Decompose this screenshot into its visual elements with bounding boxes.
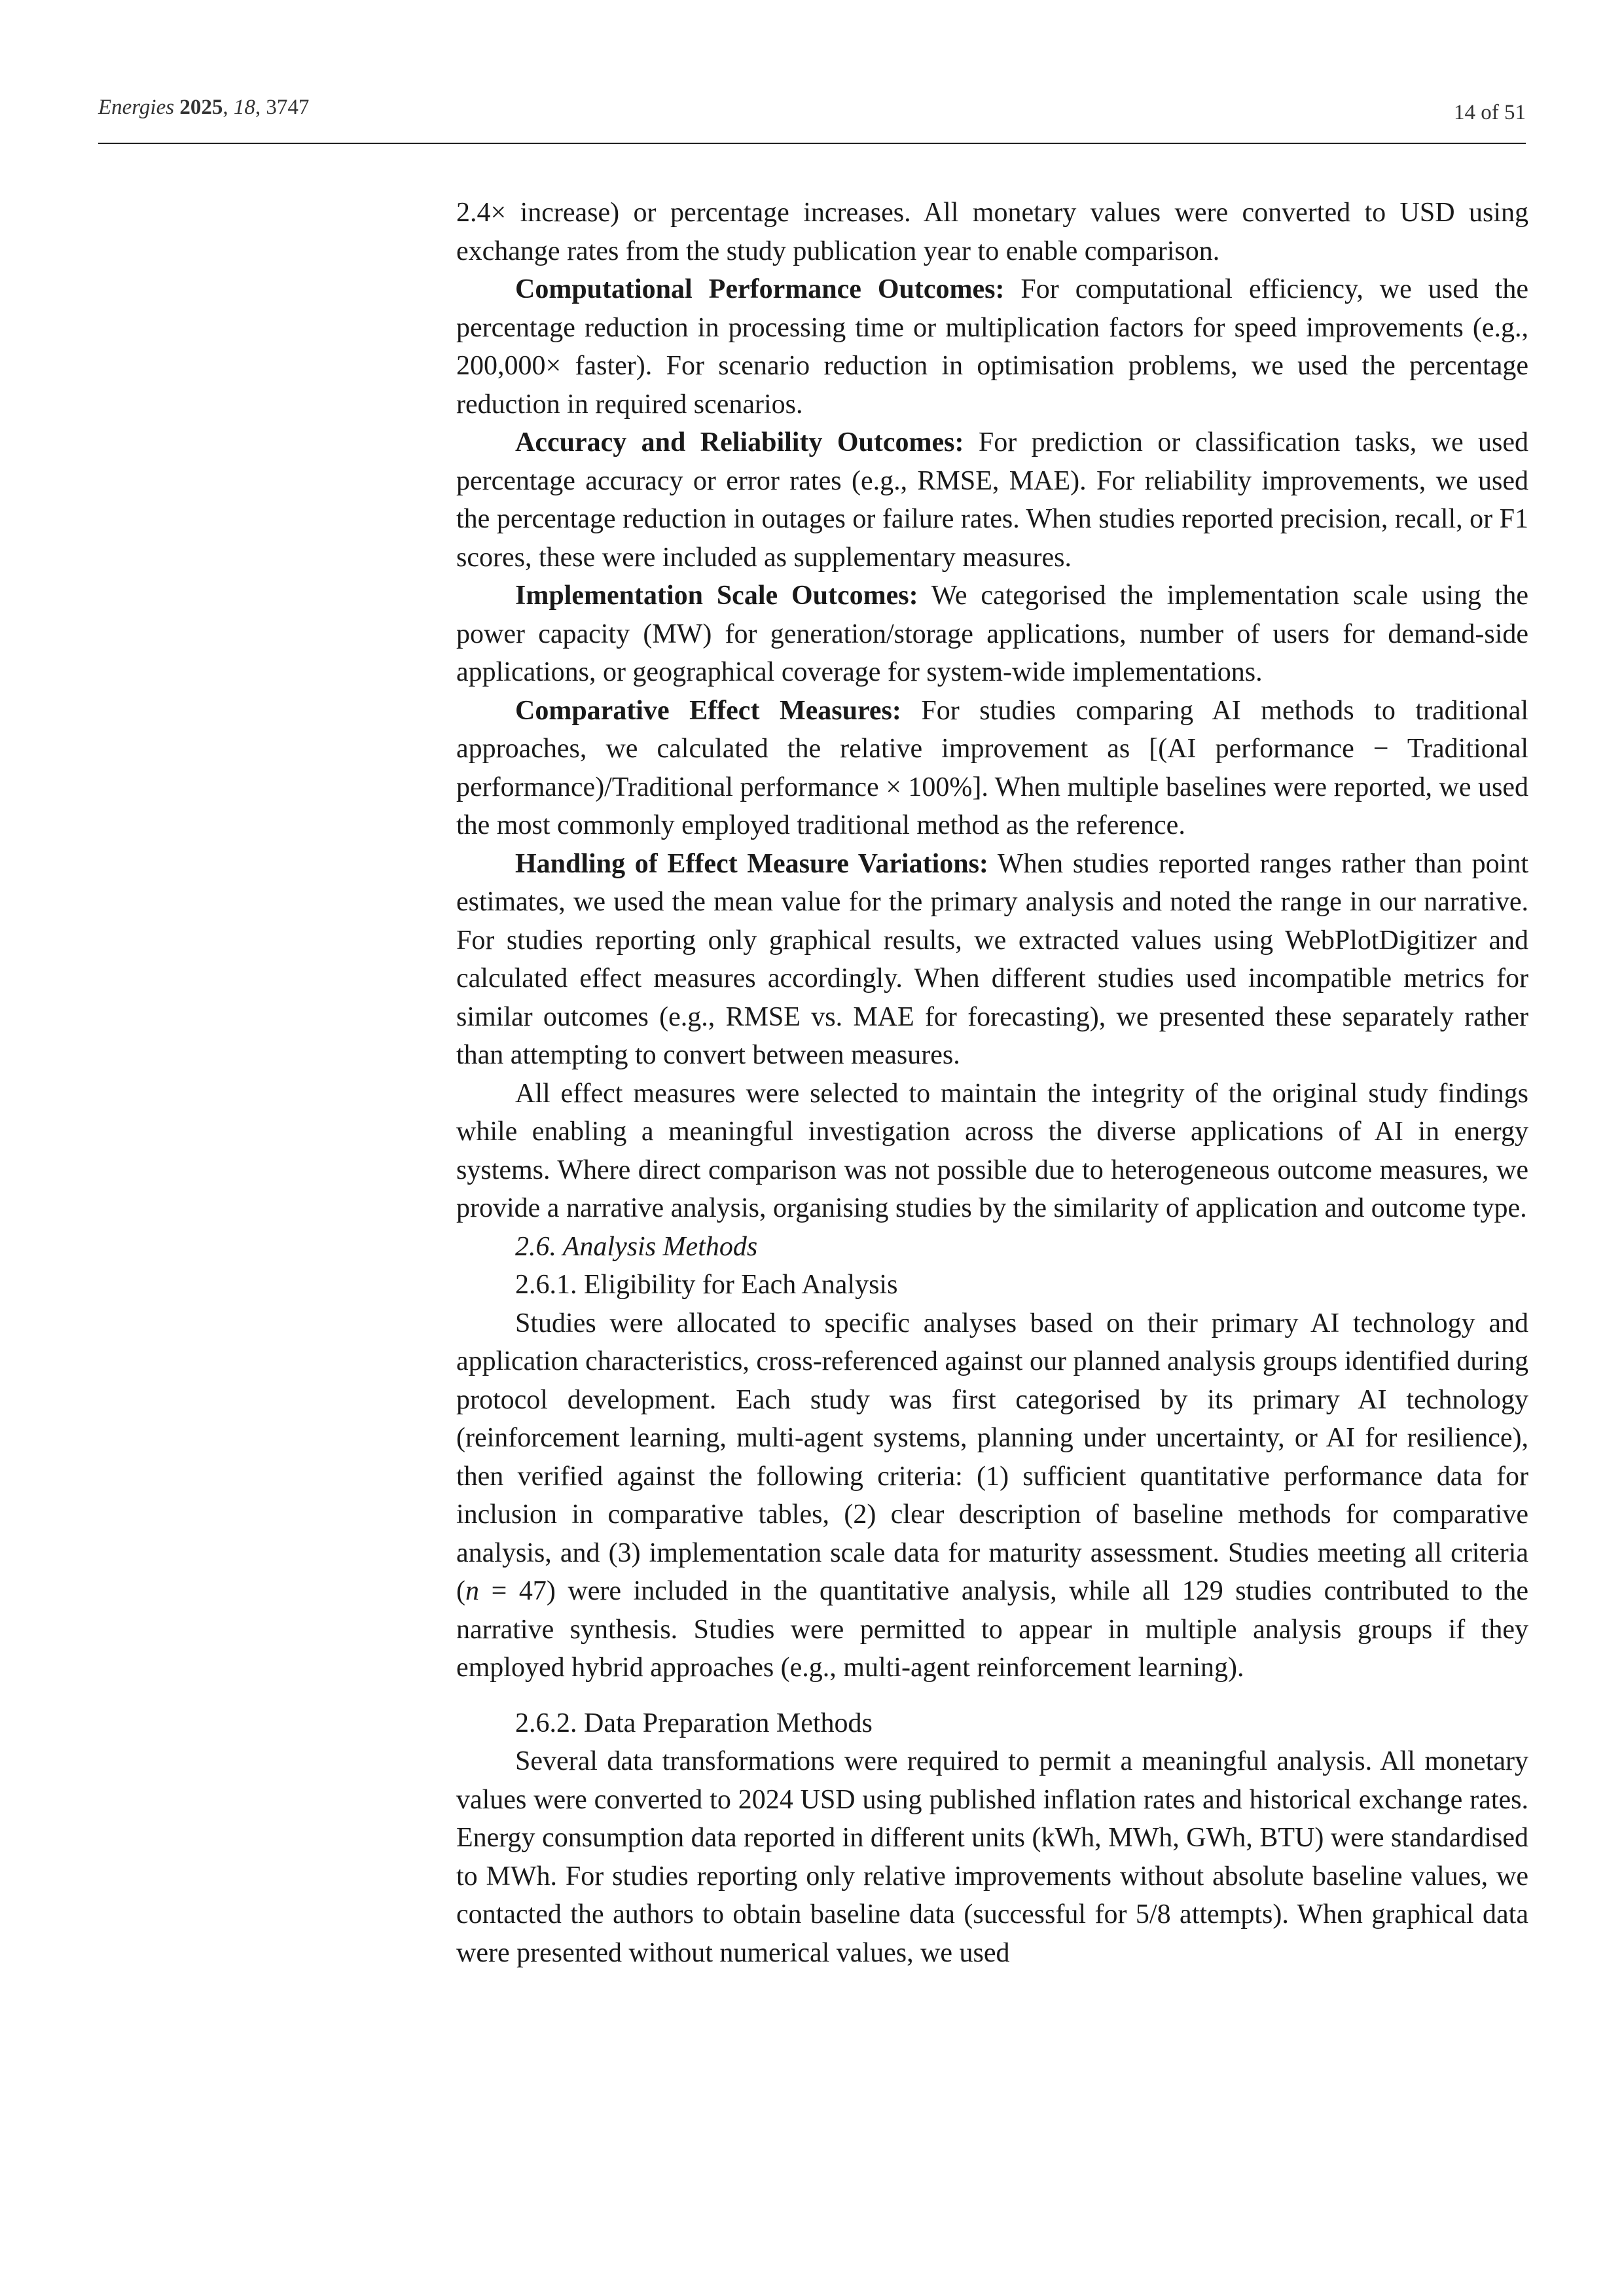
paragraph-data-preparation: Several data transformations were required to permit a meaningful analysis. All monetary values were converted to 2024 USD using published inflation rates and historical exchange rates. Energy consumption data reported in different units (kWh, MWh, GWh, BTU) were standardised to MWh. For studies reporting only relative improvements without absolute baseline values, we contacted the authors to obtain baseline data (successful for 5/8 attempts). When graphical data were presented without numerical values, we used <box>456 1746 1528 1968</box>
paragraph-continuation: 2.4× increase) or percentage increases. All monetary values were converted to USD using exchange rates from the study publication year to enable comparison. <box>456 198 1528 266</box>
paragraph-accuracy <box>456 423 1528 577</box>
paragraph-heading: Computational Performance Outcomes: <box>515 274 1005 304</box>
paragraph-body: For studies comparing AI methods to traditional approaches, we calculated the relative improvement as [(AI performance − Traditional performance)/Traditional performance × 100%]. When multiple baselines were reported, we used the most commonly employed traditional method as the reference. <box>456 695 1528 840</box>
main-text <box>456 194 1528 1972</box>
paragraph-comparative <box>456 692 1528 845</box>
article-number: 3747 <box>266 96 310 119</box>
paragraph-summary: All effect measures were selected to maintain the integrity of the original study findings while enabling a meaningful investigation across the diverse applications of AI in energy systems. Where direct comparison was not possible due to heterogeneous outcome measures, we provide a narrative analysis, organising studies by the similarity of application and outcome type. <box>456 1078 1528 1223</box>
paragraph-heading: Accuracy and Reliability Outcomes: <box>515 427 964 457</box>
paragraph-heading: Implementation Scale Outcomes: <box>515 581 918 611</box>
paragraph-body: We categorised the implementation scale using the power capacity (MW) for generation/storage applications, number of users for demand-side applications, or geographical coverage for system-wide implementations. <box>456 581 1528 687</box>
paragraph-body: For computational efficiency, we used the percentage reduction in processing time or multiplication factors for speed improvements (e.g., 200,000× faster). For scenario reduction in optimisation problems, we used the percentage reduction in required scenarios. <box>456 274 1528 420</box>
journal-volume: 18 <box>233 96 255 119</box>
n-symbol: n <box>465 1576 479 1606</box>
paragraph-heading: Comparative Effect Measures: <box>515 695 901 726</box>
paragraph-eligibility: Studies were allocated to specific analyses based on their primary AI technology and application characteristics, cross-referenced against our planned analysis groups identified during protocol development. Each study was first categorised by its primary AI technology (reinforcement learning, multi-agent systems, planning under uncertainty, or AI for resilience), then verified against the following criteria: (1) sufficient quantitative performance data for inclusion in comparative tables, (2) clear description of baseline methods for comparative analysis, and (3) implementation scale data for maturity assessment. Studies meeting all criteria (n = 47) were included in the quantitative analysis, while all 129 studies contributed to the narrative synthesis. Studies were permitted to appear in multiple analysis groups if they employed hybrid approaches (e.g., multi-agent reinforcement learning). <box>456 1308 1528 1683</box>
page-number: 14 of 51 <box>1454 101 1526 124</box>
section-title-2-6: 2.6. Analysis Methods <box>515 1231 758 1262</box>
paragraph-heading: Handling of Effect Measure Variations: <box>515 848 988 879</box>
journal-year: 2025 <box>179 96 223 119</box>
paragraph-body: When studies reported ranges rather than point estimates, we used the mean value for the primary analysis and noted the range in our narrative. For studies reporting only graphical results, we extracted values using WebPlotDigitizer and calculated effect measures accordingly. When different studies used incompatible metrics for similar outcomes (e.g., RMSE vs. MAE for forecasting), we presented these separately rather than attempting to convert between measures. <box>456 848 1528 1070</box>
subsection-title-2-6-2: 2.6.2. Data Preparation Methods <box>515 1708 873 1738</box>
paragraph-body: For prediction or classification tasks, we used percentage accuracy or error rates (e.g., RMSE, MAE). For reliability improvements, we used the percentage reduction in outages or failure rates. When studies reported precision, recall, or F1 scores, these were included as supplementary measures. <box>456 427 1529 573</box>
paragraph-computational <box>456 270 1528 423</box>
paragraph-implementation <box>456 577 1528 692</box>
paragraph-variations <box>456 845 1528 1075</box>
journal-name: Energies <box>98 96 175 119</box>
page-header <box>98 90 1526 144</box>
journal-citation: Energies 2025, 18, 3747 <box>98 96 310 119</box>
subsection-title-2-6-1: 2.6.1. Eligibility for Each Analysis <box>515 1270 898 1300</box>
